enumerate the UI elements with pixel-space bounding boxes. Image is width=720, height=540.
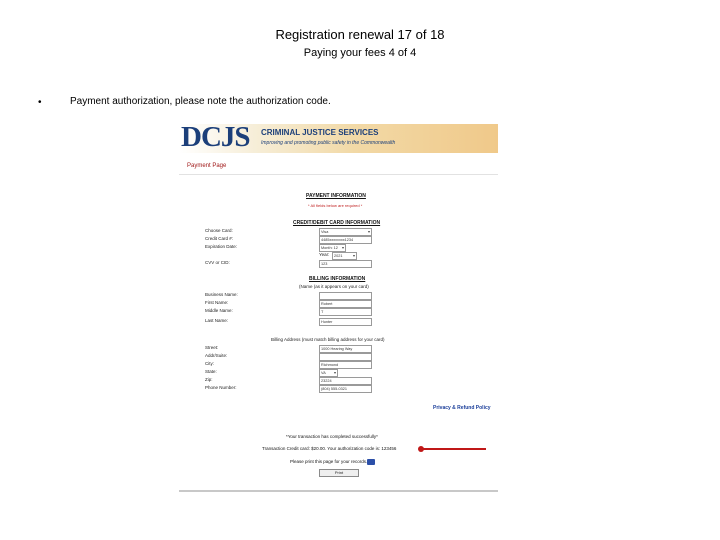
city-label: City:: [205, 361, 214, 366]
zip-input[interactable]: 23224: [319, 377, 372, 385]
billing-address-note: Billing Address (must match billing address for your card): [271, 337, 385, 342]
state-label: State:: [205, 369, 217, 374]
success-message: *Your transaction has completed successfully*: [286, 434, 378, 439]
card-type-label: Choose Card:: [205, 228, 233, 233]
street-label: Street:: [205, 345, 219, 350]
banner-tagline: Improving and promoting public safety in the Commonwealth: [261, 140, 396, 146]
last-name-label: Last Name:: [205, 318, 229, 323]
card-heading: CREDIT/DEBIT CARD INFORMATION: [293, 220, 381, 226]
state-select[interactable]: VA ▾: [319, 369, 338, 377]
slide-title: Registration renewal 17 of 18: [275, 27, 445, 42]
payment-page-screenshot: [179, 121, 498, 492]
expiration-year-select[interactable]: 2021 ▾: [332, 252, 357, 260]
expiration-month-select[interactable]: Month: 12 ▾: [319, 244, 346, 252]
bullet-text: Payment authorization, please note the authorization code.: [70, 96, 331, 107]
cvv-input[interactable]: 123: [319, 260, 372, 268]
middle-name-input[interactable]: T: [319, 308, 372, 316]
dcjs-logo: DCJS: [181, 121, 250, 153]
print-button[interactable]: Print: [319, 469, 359, 477]
dcjs-banner: [179, 121, 498, 153]
zip-label: Zip:: [205, 377, 213, 382]
cvv-label: CVV or CID:: [205, 260, 230, 265]
addr-suite-input[interactable]: [319, 353, 372, 361]
first-name-label: First Name:: [205, 300, 229, 305]
bottom-border: [179, 490, 498, 492]
print-instruction: Please print this page for your records.: [290, 459, 368, 464]
city-input[interactable]: Richmond: [319, 361, 372, 369]
middle-name-label: Middle Name:: [205, 308, 233, 313]
highlight-arrow: [420, 448, 486, 450]
addr-suite-label: Addr/Suite:: [205, 353, 228, 358]
slide-subtitle: Paying your fees 4 of 4: [303, 47, 417, 59]
card-type-select[interactable]: Visa ▾: [319, 228, 372, 236]
card-number-input[interactable]: 4485xxxxxxxx1234: [319, 236, 372, 244]
business-name-label: Business Name:: [205, 292, 238, 297]
printer-icon[interactable]: [367, 459, 375, 465]
last-name-input[interactable]: Hunter: [319, 318, 372, 326]
expiration-label: Expiration Date:: [205, 244, 238, 249]
card-number-label: Credit Card #:: [205, 236, 234, 241]
business-name-input[interactable]: [319, 292, 372, 300]
authorization-message: Transaction Credit card: $20.00. Your authorization code is: 123456: [262, 446, 397, 451]
street-input[interactable]: 1000 Hearing Way: [319, 345, 372, 353]
banner-title: CRIMINAL JUSTICE SERVICES: [261, 128, 379, 137]
page-name: Payment Page: [187, 163, 227, 169]
year-label: Year:: [319, 252, 330, 257]
divider: [179, 174, 498, 175]
privacy-refund-link[interactable]: Privacy & Refund Policy: [433, 405, 491, 411]
required-note: * All fields below are required *: [308, 203, 363, 208]
bullet-marker: •: [38, 97, 42, 108]
billing-name-note: (Name (as it appears on your card): [299, 284, 369, 289]
first-name-input[interactable]: Robert: [319, 300, 372, 308]
billing-heading: BILLING INFORMATION: [309, 276, 366, 282]
phone-input[interactable]: (804) 555-0321: [319, 385, 372, 393]
phone-label: Phone Number:: [205, 385, 237, 390]
payment-info-heading: PAYMENT INFORMATION: [306, 193, 366, 199]
